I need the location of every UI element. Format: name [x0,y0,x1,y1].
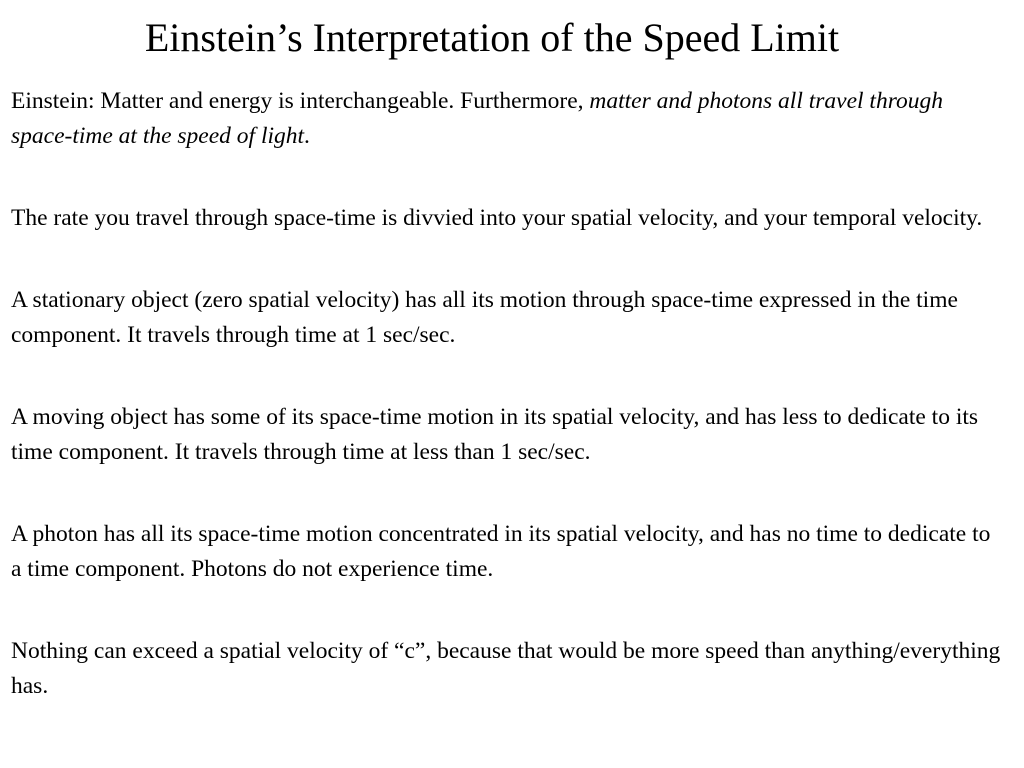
paragraph-space-time-rate: The rate you travel through space-time is divvied into your spatial velocity, and your temporal velocity. [11,205,983,231]
paragraph-emphasis-text: matter and photons all travel through space-time at the speed of light [11,88,943,149]
paragraph-tail-text: . [304,123,310,149]
paragraph-stationary-object: A stationary object (zero spatial velocity) has all its motion through space-time expressed in the time component. It travels through time at 1 sec/sec. [11,287,958,348]
slide-body [11,84,1001,704]
paragraph-photon: A photon has all its space-time motion concentrated in its spatial velocity, and has no time to dedicate to a time component. Photons do not experience time. [11,521,991,582]
paragraph-speed-limit: Nothing can exceed a spatial velocity of “c”, because that would be more speed than anything/everything has. [11,638,1001,699]
paragraph-lead-text: Einstein: Matter and energy is interchangeable. Furthermore, [11,88,590,114]
slide-title: Einstein’s Interpretation of the Speed Limit [144,15,840,60]
paragraph-matter-energy [11,84,1001,154]
paragraph-moving-object: A moving object has some of its space-time motion in its spatial velocity, and has less to dedicate to its time component. It travels through time at less than 1 sec/sec. [11,404,979,465]
